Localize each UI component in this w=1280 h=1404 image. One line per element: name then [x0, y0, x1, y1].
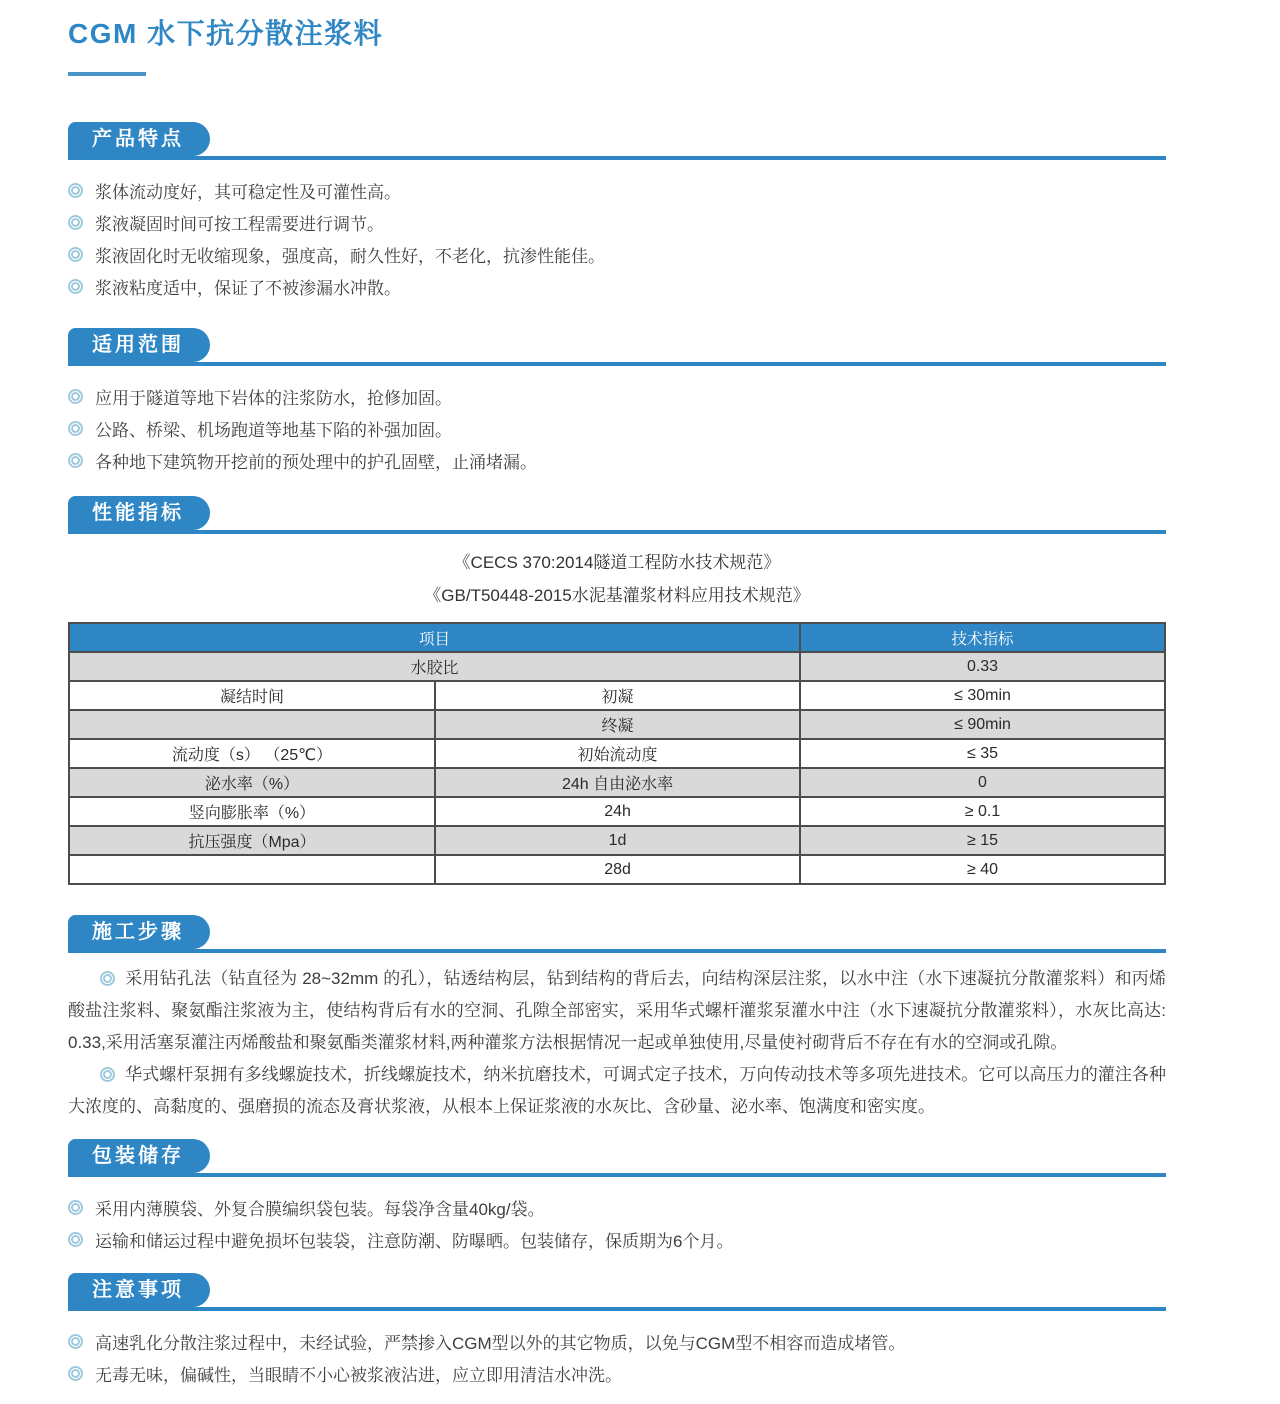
list-item: [68, 206, 1166, 238]
table-cell: 24h: [435, 797, 800, 826]
table-row: [69, 768, 1165, 797]
list-item-text: 浆液凝固时间可按工程需要进行调节。: [95, 214, 384, 234]
ring-bullet-icon: [68, 279, 83, 294]
list-item: [68, 1223, 1166, 1255]
table-cell: [69, 855, 435, 884]
ring-bullet-icon: [100, 1067, 115, 1082]
ring-bullet-icon: [68, 1334, 83, 1349]
list-item: [68, 270, 1166, 302]
list-item: [68, 174, 1166, 206]
table-cell: ≥ 0.1: [800, 797, 1165, 826]
ring-bullet-icon: [68, 389, 83, 404]
standards-references: [68, 546, 1166, 612]
list-item: [68, 380, 1166, 412]
table-row: [69, 681, 1165, 710]
ring-bullet-icon: [68, 453, 83, 468]
list-item-text: 浆体流动度好，其可稳定性及可灌性高。: [95, 182, 401, 202]
table-cell: 泌水率（%）: [69, 768, 435, 797]
section-header-performance: [68, 496, 1166, 534]
list-item-text: 浆液固化时无收缩现象，强度高，耐久性好，不老化，抗渗性能佳。: [95, 246, 605, 266]
table-cell: 28d: [435, 855, 800, 884]
table-cell: 流动度（s） （25℃）: [69, 739, 435, 768]
table-row: [69, 710, 1165, 739]
section-tab-notes: 注意事项: [68, 1273, 210, 1307]
ring-bullet-icon: [68, 1366, 83, 1381]
table-row: [69, 652, 1165, 681]
list-item-text: 无毒无味，偏碱性，当眼睛不小心被浆液沾进，应立即用清洁水冲洗。: [95, 1365, 622, 1385]
table-cell: 初凝: [435, 681, 800, 710]
list-item-text: 运输和储运过程中避免损坏包装袋，注意防潮、防曝晒。包装储存，保质期为6个月。: [95, 1231, 734, 1251]
ring-bullet-icon: [100, 971, 115, 986]
section-tab-scope: 适用范围: [68, 328, 210, 362]
table-cell: 凝结时间: [69, 681, 435, 710]
ring-bullet-icon: [68, 1232, 83, 1247]
table-cell: ≥ 15: [800, 826, 1165, 855]
standard-line: 《GB/T50448-2015水泥基灌浆材料应用技术规范》: [424, 586, 810, 605]
list-item-text: 应用于隧道等地下岩体的注浆防水，抢修加固。: [95, 388, 452, 408]
list-item: [68, 1191, 1166, 1223]
table-cell: ≥ 40: [800, 855, 1165, 884]
table-header-row: [69, 623, 1165, 652]
ring-bullet-icon: [68, 1200, 83, 1215]
paragraph: [68, 1059, 1166, 1123]
table-header-item: 项目: [69, 623, 800, 652]
table-cell: ≤ 90min: [800, 710, 1165, 739]
section-header-notes: [68, 1273, 1166, 1311]
section-tab-performance: 性能指标: [68, 496, 210, 530]
features-list: [68, 174, 1166, 302]
ring-bullet-icon: [68, 183, 83, 198]
list-item: [68, 1325, 1166, 1357]
table-cell: ≤ 30min: [800, 681, 1165, 710]
table-cell: 抗压强度（Mpa）: [69, 826, 435, 855]
construction-paragraphs: [68, 963, 1166, 1123]
table-row: [69, 739, 1165, 768]
page-title: CGM 水下抗分散注浆料: [68, 18, 384, 49]
list-item-text: 采用内薄膜袋、外复合膜编织袋包装。每袋净含量40kg/袋。: [95, 1199, 545, 1219]
section-header-features: [68, 122, 1166, 160]
ring-bullet-icon: [68, 247, 83, 262]
section-header-construction: [68, 915, 1166, 953]
document-page: [68, 0, 1166, 1389]
standard-line: 《CECS 370:2014隧道工程防水技术规范》: [453, 553, 781, 572]
table-cell: 0: [800, 768, 1165, 797]
title-underline: [68, 72, 146, 76]
section-header-scope: [68, 328, 1166, 366]
table-header-indicator: 技术指标: [800, 623, 1165, 652]
list-item: [68, 1357, 1166, 1389]
ring-bullet-icon: [68, 421, 83, 436]
table-cell: ≤ 35: [800, 739, 1165, 768]
notes-list: [68, 1325, 1166, 1389]
table-cell: 24h 自由泌水率: [435, 768, 800, 797]
table-cell: 0.33: [800, 652, 1165, 681]
list-item-text: 高速乳化分散注浆过程中，未经试验，严禁掺入CGM型以外的其它物质，以免与CGM型不相容而造成堵管。: [95, 1333, 906, 1353]
list-item: [68, 412, 1166, 444]
packaging-list: [68, 1191, 1166, 1255]
performance-table: [68, 622, 1166, 885]
paragraph-text: 采用钻孔法（钻直径为 28~32mm 的孔），钻透结构层，钻到结构的背后去，向结构深层注浆，以水中注（水下速凝抗分散灌浆料）和丙烯酸盐注浆料、聚氨酯注浆液为主，使结构背后有水的空洞、孔隙全部密实，采用华式螺杆灌浆泵灌水中注（水下速凝抗分散灌浆料），水灰比高达: 0.33,采用活塞泵灌注丙烯酸盐和聚氨酯类灌浆材料,两种灌浆方法根据情况一起或单独使用,尽量使衬砌背后不存在有水的空洞或孔隙。: [68, 969, 1166, 1052]
table-cell: 竖向膨胀率（%）: [69, 797, 435, 826]
list-item-text: 浆液粘度适中，保证了不被渗漏水冲散。: [95, 278, 401, 298]
list-item-text: 公路、桥梁、机场跑道等地基下陷的补强加固。: [95, 420, 452, 440]
table-row: [69, 826, 1165, 855]
ring-bullet-icon: [68, 215, 83, 230]
scope-list: [68, 380, 1166, 476]
table-row: [69, 797, 1165, 826]
section-tab-packaging: 包装储存: [68, 1139, 210, 1173]
table-cell: 终凝: [435, 710, 800, 739]
table-row: [69, 855, 1165, 884]
table-cell: 初始流动度: [435, 739, 800, 768]
table-cell: 1d: [435, 826, 800, 855]
list-item: [68, 238, 1166, 270]
section-tab-construction: 施工步骤: [68, 915, 210, 949]
table-cell: 水胶比: [69, 652, 800, 681]
table-cell: [69, 710, 435, 739]
list-item: [68, 444, 1166, 476]
section-header-packaging: [68, 1139, 1166, 1177]
paragraph: [68, 963, 1166, 1059]
section-tab-features: 产品特点: [68, 122, 210, 156]
paragraph-text: 华式螺杆泵拥有多线螺旋技术，折线螺旋技术，纳米抗磨技术，可调式定子技术，万向传动技术等多项先进技术。它可以高压力的灌注各种大浓度的、高黏度的、强磨损的流态及膏状浆液，从根本上保证浆液的水灰比、含砂量、泌水率、饱满度和密实度。: [68, 1065, 1166, 1116]
list-item-text: 各种地下建筑物开挖前的预处理中的护孔固壁，止涌堵漏。: [95, 452, 537, 472]
